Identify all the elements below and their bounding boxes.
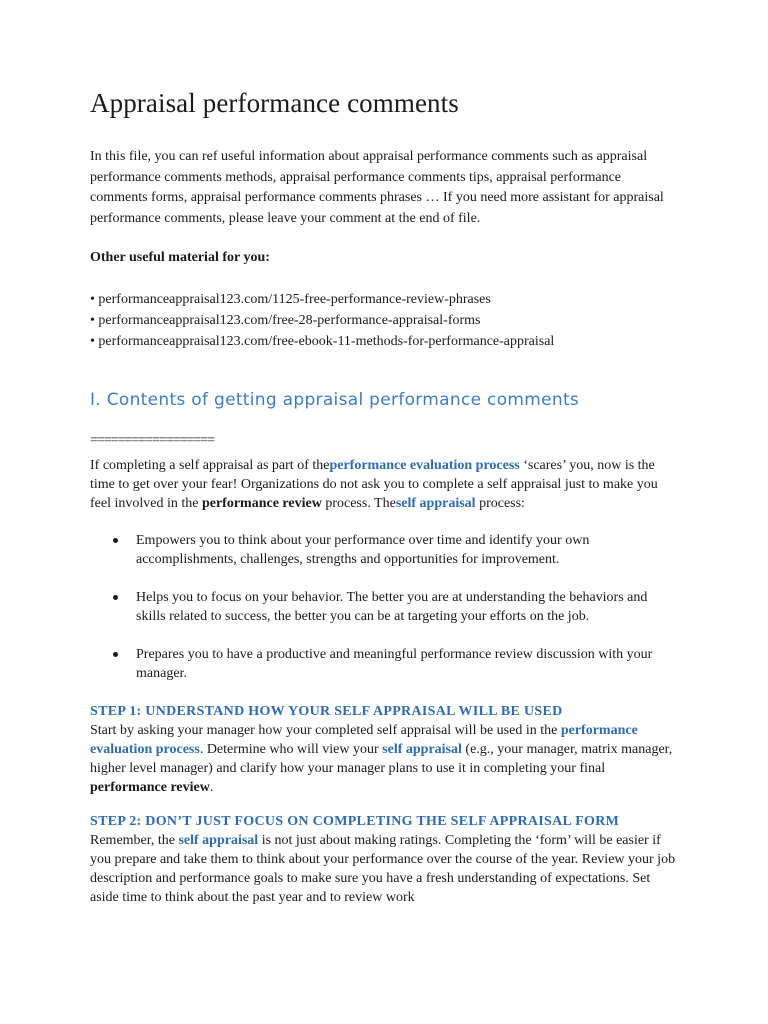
- performance-evaluation-link[interactable]: performance evaluation process: [90, 723, 638, 757]
- self-appraisal-link[interactable]: self appraisal: [178, 833, 259, 848]
- useful-links-list: [90, 289, 554, 352]
- step-1-section: [90, 702, 680, 797]
- other-material-heading: Other useful material for you:: [90, 250, 270, 265]
- section-heading: I. Contents of getting appraisal performance comments: [90, 390, 580, 410]
- step-2-section: [90, 812, 680, 907]
- useful-link[interactable]: • performanceappraisal123.com/1125-free-performance-review-phrases: [90, 292, 491, 307]
- step-1-body: Start by asking your manager how your completed self appraisal will be used in the performance evaluation process. Determine who will view your self appraisal (e.g., your manager, matrix manager, higher level manager) and clarify how your manager plans to use it in completing your final performance review.: [90, 723, 673, 795]
- list-item: Helps you to focus on your behavior. The better you are at understanding the behaviors and skills related to success, the better you can be at targeting your efforts on the job.: [90, 588, 680, 626]
- useful-link[interactable]: • performanceappraisal123.com/free-28-performance-appraisal-forms: [90, 313, 481, 328]
- page-title: Appraisal performance comments: [90, 88, 459, 118]
- benefits-list: [90, 531, 680, 702]
- list-item: Prepares you to have a productive and meaningful performance review discussion with your manager.: [90, 645, 680, 683]
- step-2-body: Remember, the self appraisal is not just about making ratings. Completing the ‘form’ will be easier if you prepare and take them to think about your performance over the course of the year. Review your job description and performance goals to make sure you have a fresh understanding of expectations. Set aside time to think about the past year and to review work: [90, 833, 676, 905]
- separator-line: ==================: [90, 433, 215, 448]
- intro-paragraph: In this file, you can ref useful information about appraisal performance comments such as appraisal performance comments methods, appraisal performance comments tips, appraisal performance comments forms, appraisal performance comments phrases … If you need more assistant for appraisal performance comments, please leave your comment at the end of file.: [90, 149, 664, 226]
- self-appraisal-link[interactable]: self appraisal: [395, 496, 476, 511]
- performance-evaluation-link[interactable]: performance evaluation process: [329, 458, 520, 473]
- step-1-heading: STEP 1: UNDERSTAND HOW YOUR SELF APPRAISAL WILL BE USED: [90, 704, 563, 719]
- step-2-heading: STEP 2: DON’T JUST FOCUS ON COMPLETING THE SELF APPRAISAL FORM: [90, 814, 620, 829]
- self-appraisal-paragraph: If completing a self appraisal as part of theperformance evaluation process ‘scares’ you, now is the time to get over your fear! Organizations do not ask you to complete a self appraisal just to make you feel involved in the performance review process. Theself appraisal process:: [90, 458, 658, 511]
- useful-link[interactable]: • performanceappraisal123.com/free-ebook-11-methods-for-performance-appraisal: [90, 334, 555, 349]
- self-appraisal-link[interactable]: self appraisal: [382, 742, 462, 757]
- list-item: Empowers you to think about your performance over time and identify your own accomplishments, challenges, strengths and opportunities for improvement.: [90, 531, 680, 569]
